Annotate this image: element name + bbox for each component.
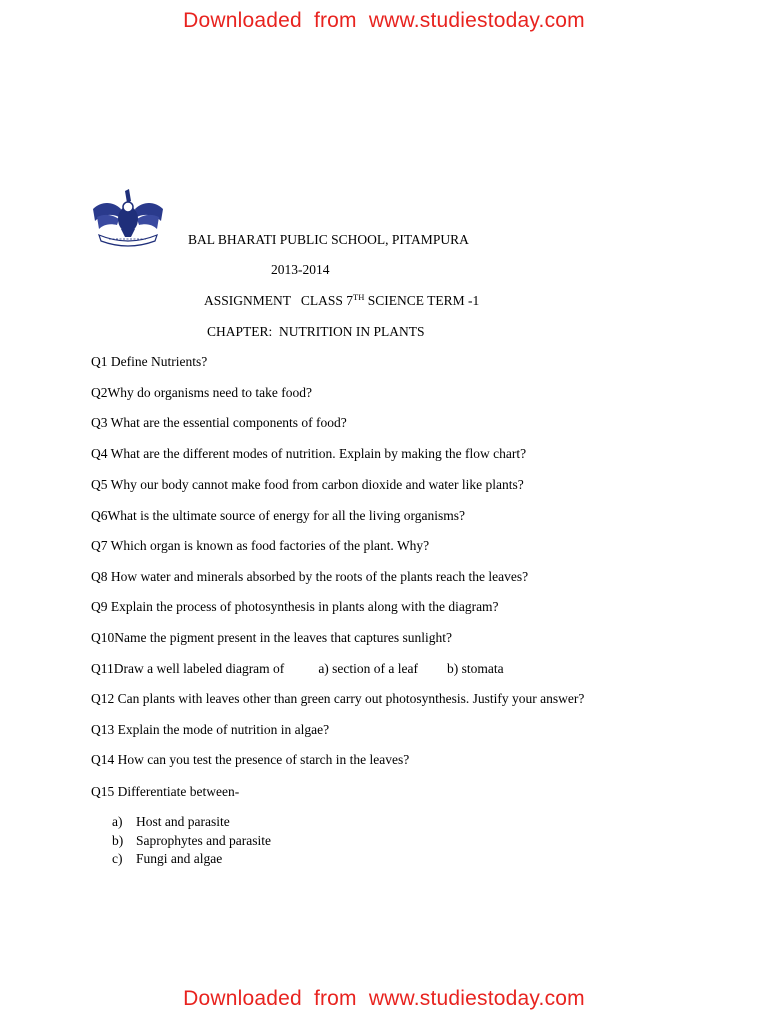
question-9: Q9 Explain the process of photosynthesis in plants along with the diagram? (91, 599, 499, 614)
academic-year: 2013-2014 (271, 262, 330, 277)
assignment-title-pre: ASSIGNMENT CLASS 7 (204, 293, 354, 308)
assignment-title-sup: TH (353, 292, 365, 302)
question-5: Q5 Why our body cannot make food from carbon dioxide and water like plants? (91, 477, 524, 492)
chapter-title: CHAPTER: NUTRITION IN PLANTS (207, 324, 425, 339)
question-7: Q7 Which organ is known as food factories of the plant. Why? (91, 538, 430, 553)
question-11-part-a: a) section of a leaf (318, 661, 419, 676)
q15-item-a-label: a) (112, 814, 123, 829)
question-6: Q6What is the ultimate source of energy for all the living organisms? (91, 508, 466, 523)
q15-item-c-text: Fungi and algae (136, 851, 223, 866)
question-4: Q4 What are the different modes of nutrition. Explain by making the flow chart? (91, 446, 527, 461)
q15-item-a (112, 814, 230, 830)
q15-item-b-label: b) (112, 833, 124, 848)
question-14: Q14 How can you test the presence of starch in the leaves? (91, 752, 410, 767)
q15-item-b-text: Saprophytes and parasite (136, 833, 271, 848)
q15-item-a-text: Host and parasite (136, 814, 230, 829)
question-3: Q3 What are the essential components of food? (91, 415, 347, 430)
question-8: Q8 How water and minerals absorbed by the roots of the plants reach the leaves? (91, 569, 529, 584)
question-13: Q13 Explain the mode of nutrition in algae? (91, 722, 330, 737)
question-11 (91, 661, 504, 677)
q15-item-b (112, 833, 271, 849)
school-emblem-logo (91, 187, 165, 249)
question-15: Q15 Differentiate between- (91, 784, 240, 799)
assignment-title (204, 293, 479, 309)
question-12: Q12 Can plants with leaves other than green carry out photosynthesis. Justify your answer? (91, 691, 585, 706)
question-11-text: Q11Draw a well labeled diagram of (91, 661, 285, 676)
question-10: Q10Name the pigment present in the leaves that captures sunlight? (91, 630, 453, 645)
download-banner-top: Downloaded from www.studiestoday.com (183, 9, 585, 32)
q15-item-c-label: c) (112, 851, 123, 866)
school-name: BAL BHARATI PUBLIC SCHOOL, PITAMPURA (188, 232, 469, 247)
download-banner-bottom: Downloaded from www.studiestoday.com (183, 987, 585, 1010)
question-11-part-b: b) stomata (447, 661, 504, 676)
question-1: Q1 Define Nutrients? (91, 354, 208, 369)
question-2: Q2Why do organisms need to take food? (91, 385, 312, 400)
q15-item-c (112, 851, 222, 867)
assignment-title-post: SCIENCE TERM -1 (364, 293, 480, 308)
